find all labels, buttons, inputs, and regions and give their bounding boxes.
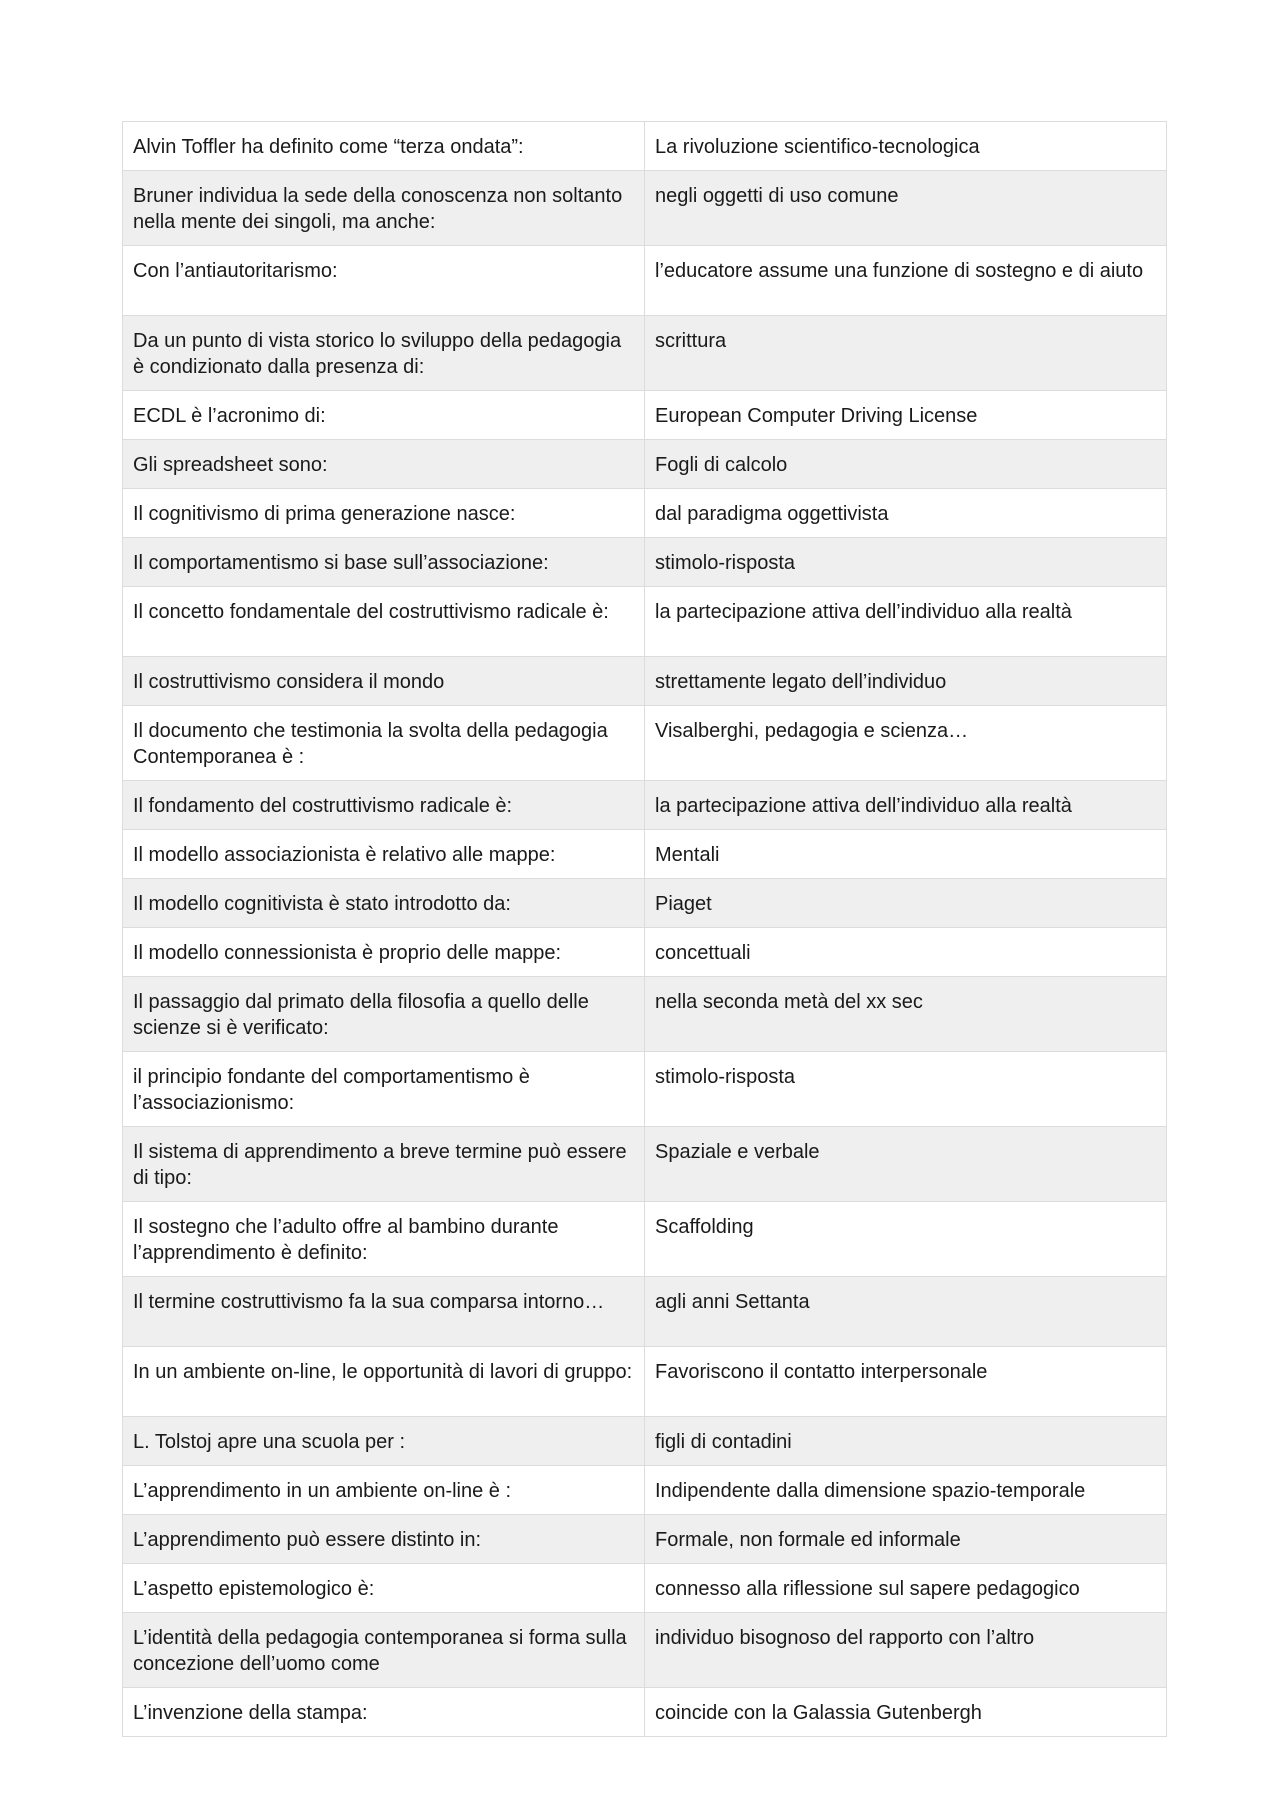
answer-cell: Piaget — [645, 879, 1167, 928]
question-cell: Il fondamento del costruttivismo radicale è: — [123, 781, 645, 830]
table-row — [123, 391, 1167, 440]
question-cell: Il sostegno che l’adulto offre al bambino durante l’apprendimento è definito: — [123, 1202, 645, 1277]
question-cell: Alvin Toffler ha definito come “terza ondata”: — [123, 122, 645, 171]
answer-cell: Scaffolding — [645, 1202, 1167, 1277]
answer-cell: connesso alla riflessione sul sapere pedagogico — [645, 1564, 1167, 1613]
question-cell: Il costruttivismo considera il mondo — [123, 657, 645, 706]
answer-cell: coincide con la Galassia Gutenbergh — [645, 1688, 1167, 1737]
table-row — [123, 171, 1167, 246]
question-cell: Il passaggio dal primato della filosofia a quello delle scienze si è verificato: — [123, 977, 645, 1052]
question-cell: il principio fondante del comportamentismo è l’associazionismo: — [123, 1052, 645, 1127]
answer-cell: concettuali — [645, 928, 1167, 977]
answer-cell: negli oggetti di uso comune — [645, 171, 1167, 246]
table-row — [123, 122, 1167, 171]
answer-cell: la partecipazione attiva dell’individuo alla realtà — [645, 781, 1167, 830]
question-cell: Il concetto fondamentale del costruttivismo radicale è: — [123, 587, 645, 657]
answer-cell: Formale, non formale ed informale — [645, 1515, 1167, 1564]
question-cell: Il sistema di apprendimento a breve termine può essere di tipo: — [123, 1127, 645, 1202]
table-row — [123, 706, 1167, 781]
table-row — [123, 1688, 1167, 1737]
question-cell: L’aspetto epistemologico è: — [123, 1564, 645, 1613]
question-cell: ECDL è l’acronimo di: — [123, 391, 645, 440]
answer-cell: nella seconda metà del xx sec — [645, 977, 1167, 1052]
question-cell: Da un punto di vista storico lo sviluppo della pedagogia è condizionato dalla presenza di: — [123, 316, 645, 391]
table-row — [123, 316, 1167, 391]
answer-cell: individuo bisognoso del rapporto con l’altro — [645, 1613, 1167, 1688]
table-row — [123, 1564, 1167, 1613]
answer-cell: stimolo-risposta — [645, 538, 1167, 587]
answer-cell: Spaziale e verbale — [645, 1127, 1167, 1202]
table-row — [123, 781, 1167, 830]
question-cell: Il modello cognitivista è stato introdotto da: — [123, 879, 645, 928]
answer-cell: strettamente legato dell’individuo — [645, 657, 1167, 706]
answer-cell: Favoriscono il contatto interpersonale — [645, 1347, 1167, 1417]
table-row — [123, 657, 1167, 706]
answer-cell: stimolo-risposta — [645, 1052, 1167, 1127]
answer-cell: scrittura — [645, 316, 1167, 391]
table-row — [123, 538, 1167, 587]
question-cell: Il documento che testimonia la svolta della pedagogia Contemporanea è : — [123, 706, 645, 781]
question-cell: L’identità della pedagogia contemporanea si forma sulla concezione dell’uomo come — [123, 1613, 645, 1688]
question-cell: Bruner individua la sede della conoscenza non soltanto nella mente dei singoli, ma anche: — [123, 171, 645, 246]
table-row — [123, 1347, 1167, 1417]
table-row — [123, 879, 1167, 928]
question-cell: Il cognitivismo di prima generazione nasce: — [123, 489, 645, 538]
table-row — [123, 1202, 1167, 1277]
answer-cell: Mentali — [645, 830, 1167, 879]
table-body — [123, 122, 1167, 1737]
table-row — [123, 1515, 1167, 1564]
question-answer-table — [122, 121, 1167, 1737]
table-row — [123, 1466, 1167, 1515]
table-row — [123, 246, 1167, 316]
answer-cell: Indipendente dalla dimensione spazio-temporale — [645, 1466, 1167, 1515]
answer-cell: la partecipazione attiva dell’individuo alla realtà — [645, 587, 1167, 657]
answer-cell: La rivoluzione scientifico-tecnologica — [645, 122, 1167, 171]
answer-cell: agli anni Settanta — [645, 1277, 1167, 1347]
question-cell: Il termine costruttivismo fa la sua comparsa intorno… — [123, 1277, 645, 1347]
table-row — [123, 1613, 1167, 1688]
answer-cell: Visalberghi, pedagogia e scienza… — [645, 706, 1167, 781]
table-row — [123, 440, 1167, 489]
question-cell: In un ambiente on-line, le opportunità di lavori di gruppo: — [123, 1347, 645, 1417]
table-row — [123, 1417, 1167, 1466]
answer-cell: European Computer Driving License — [645, 391, 1167, 440]
question-cell: L. Tolstoj apre una scuola per : — [123, 1417, 645, 1466]
question-cell: L’apprendimento in un ambiente on-line è : — [123, 1466, 645, 1515]
table-row — [123, 489, 1167, 538]
table-row — [123, 1127, 1167, 1202]
question-cell: Gli spreadsheet sono: — [123, 440, 645, 489]
table-row — [123, 1277, 1167, 1347]
question-cell: Con l’antiautoritarismo: — [123, 246, 645, 316]
question-cell: Il comportamentismo si base sull’associazione: — [123, 538, 645, 587]
question-cell: Il modello associazionista è relativo alle mappe: — [123, 830, 645, 879]
question-cell: L’apprendimento può essere distinto in: — [123, 1515, 645, 1564]
answer-cell: l’educatore assume una funzione di sostegno e di aiuto — [645, 246, 1167, 316]
table-row — [123, 1052, 1167, 1127]
answer-cell: figli di contadini — [645, 1417, 1167, 1466]
table-row — [123, 928, 1167, 977]
answer-cell: dal paradigma oggettivista — [645, 489, 1167, 538]
question-cell: L’invenzione della stampa: — [123, 1688, 645, 1737]
table-row — [123, 830, 1167, 879]
table-row — [123, 977, 1167, 1052]
answer-cell: Fogli di calcolo — [645, 440, 1167, 489]
table-row — [123, 587, 1167, 657]
question-cell: Il modello connessionista è proprio delle mappe: — [123, 928, 645, 977]
